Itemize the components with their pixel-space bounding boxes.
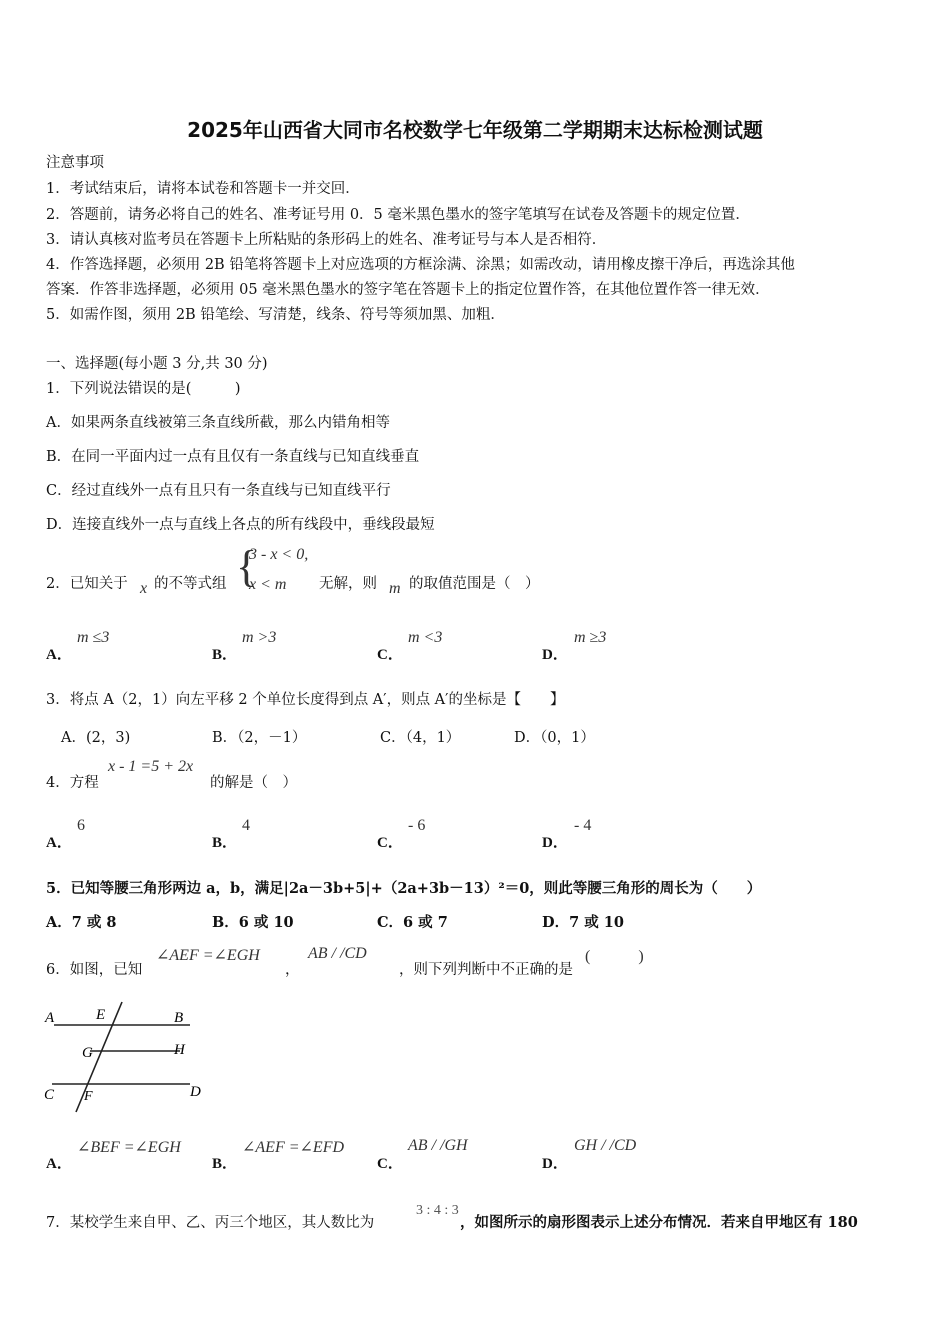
question-2-label-c: C． xyxy=(377,647,403,663)
question-2-stem-pre: 2．已知关于 xyxy=(46,576,128,592)
point-label-a: A xyxy=(45,1010,55,1026)
question-2-label-a: A． xyxy=(46,647,72,663)
notice-item: 2．答题前，请务必将自己的姓名、准考证号用 0．5 毫米黑色墨水的签字笔填写在试卷及答题卡的规定位置． xyxy=(46,207,750,223)
question-2-stem-post: 无解，则 xyxy=(319,576,377,592)
question-2-option-d: m ≥3 xyxy=(574,629,607,646)
question-6-label-d: D． xyxy=(542,1156,568,1172)
question-2-option-b: m >3 xyxy=(242,629,277,646)
left-brace: { xyxy=(236,542,258,591)
point-label-e: E xyxy=(96,1007,106,1023)
parallel-lines-figure xyxy=(40,998,220,1120)
question-4-label-c: C． xyxy=(377,835,403,851)
question-4-option-d: - 4 xyxy=(574,817,592,834)
point-label-c: C xyxy=(44,1087,55,1103)
question-3-option-b: B．（2，－1） xyxy=(212,730,307,746)
page-title: 2025年山西省大同市名校数学七年级第二学期期末达标检测试题 xyxy=(187,118,763,142)
point-label-f: F xyxy=(84,1089,93,1104)
question-6-stem-post: ，则下列判断中不正确的是 xyxy=(399,962,573,978)
notice-item: 3．请认真核对监考员在答题卡上所粘贴的条形码上的姓名、准考证号与本人是否相符． xyxy=(46,232,607,248)
question-4-label-a: A． xyxy=(46,835,72,851)
variable-m: m xyxy=(389,580,401,597)
point-label-d: D xyxy=(190,1084,201,1100)
question-3-stem: 3．将点 A（2，1）向左平移 2 个单位长度得到点 A′，则点 A′的坐标是【 】 xyxy=(46,692,565,708)
question-2-stem-mid: 的不等式组 xyxy=(154,576,227,592)
question-6-label-a: A． xyxy=(46,1156,72,1172)
variable-x: x xyxy=(140,580,148,597)
question-4-stem-post: 的解是（ ） xyxy=(210,775,297,791)
question-4-option-b: 4 xyxy=(242,817,250,834)
notice-item: 4．作答选择题，必须用 2B 铅笔将答题卡上对应选项的方框涂满、涂黑；如需改动，请用橡皮擦干净后，再选涂其他 xyxy=(46,257,795,273)
question-6-option-d: GH / /CD xyxy=(574,1137,637,1154)
question-3-option-a: A．(2，3) xyxy=(61,730,131,746)
question-6-option-c: AB / /GH xyxy=(408,1137,468,1154)
question-1-option-c: C．经过直线外一点有且只有一条直线与已知直线平行 xyxy=(46,483,391,499)
parallel-condition: AB / /CD xyxy=(308,945,367,962)
question-6-option-b: ∠AEF =∠EFD xyxy=(242,1139,345,1156)
question-1-option-d: D．连接直线外一点与直线上各点的所有线段中，垂线段最短 xyxy=(46,517,435,533)
point-label-b: B xyxy=(174,1010,184,1026)
question-5-option-c: C．6 或 7 xyxy=(377,914,448,931)
question-4-option-a: 6 xyxy=(77,817,85,834)
inequality-line-2: x < m xyxy=(249,576,287,593)
question-2-label-b: B． xyxy=(212,647,238,663)
question-6-label-b: B． xyxy=(212,1156,238,1172)
question-5-stem: 5．已知等腰三角形两边 a，b，满足|2a－3b+5|+（2a+3b－13）²＝0，则此等腰三角形的周长为（ ） xyxy=(46,880,762,897)
question-7-stem-post: ，如图所示的扇形图表示上述分布情况．若来自甲地区有 180 xyxy=(460,1214,858,1231)
inequality-line-1: 3 - x < 0, xyxy=(249,546,309,563)
point-label-h: H xyxy=(174,1042,185,1058)
equation: x - 1 =5 + 2x xyxy=(108,758,194,775)
question-2-stem-end: 的取值范围是（ ） xyxy=(409,576,540,592)
question-4-stem-pre: 4．方程 xyxy=(46,775,99,791)
section-heading: 一、选择题(每小题 3 分,共 30 分) xyxy=(46,356,268,372)
notice-heading: 注意事项 xyxy=(46,155,104,171)
question-2-option-a: m ≤3 xyxy=(77,629,110,646)
question-1-option-b: B．在同一平面内过一点有且仅有一条直线与已知直线垂直 xyxy=(46,449,420,465)
question-4-label-d: D． xyxy=(542,835,568,851)
ratio: 3 : 4 : 3 xyxy=(416,1203,459,1218)
angle-condition: ∠AEF =∠EGH xyxy=(156,947,260,964)
notice-item: 答案．作答非选择题，必须用 05 毫米黑色墨水的签字笔在答题卡上的指定位置作答，在其他位置作答一律无效． xyxy=(46,282,770,298)
point-label-g: G xyxy=(82,1045,93,1061)
question-3-option-d: D．（0，1） xyxy=(514,730,595,746)
question-5-option-b: B．6 或 10 xyxy=(212,914,294,931)
comma: ， xyxy=(285,962,300,978)
question-5-option-a: A．7 或 8 xyxy=(46,914,117,931)
question-4-label-b: B． xyxy=(212,835,238,851)
question-7-stem-pre: 7．某校学生来自甲、乙、丙三个地区，其人数比为 xyxy=(46,1215,375,1231)
notice-item: 1．考试结束后，请将本试卷和答题卡一并交回． xyxy=(46,181,360,197)
question-6-label-c: C． xyxy=(377,1156,403,1172)
notice-item: 5．如需作图，须用 2B 铅笔绘、写清楚，线条、符号等须加黑、加粗． xyxy=(46,307,505,323)
question-2-option-c: m <3 xyxy=(408,629,443,646)
question-1-stem: 1．下列说法错误的是( ) xyxy=(46,381,241,397)
question-1-option-a: A．如果两条直线被第三条直线所截，那么内错角相等 xyxy=(46,415,390,431)
question-5-option-d: D．7 或 10 xyxy=(542,914,624,931)
question-6-option-a: ∠BEF =∠EGH xyxy=(77,1139,181,1156)
question-3-option-c: C．（4，1） xyxy=(380,730,461,746)
question-6-stem-pre: 6．如图，已知 xyxy=(46,962,143,978)
answer-paren: ( ) xyxy=(585,948,644,965)
question-4-option-c: - 6 xyxy=(408,817,426,834)
question-2-label-d: D． xyxy=(542,647,568,663)
